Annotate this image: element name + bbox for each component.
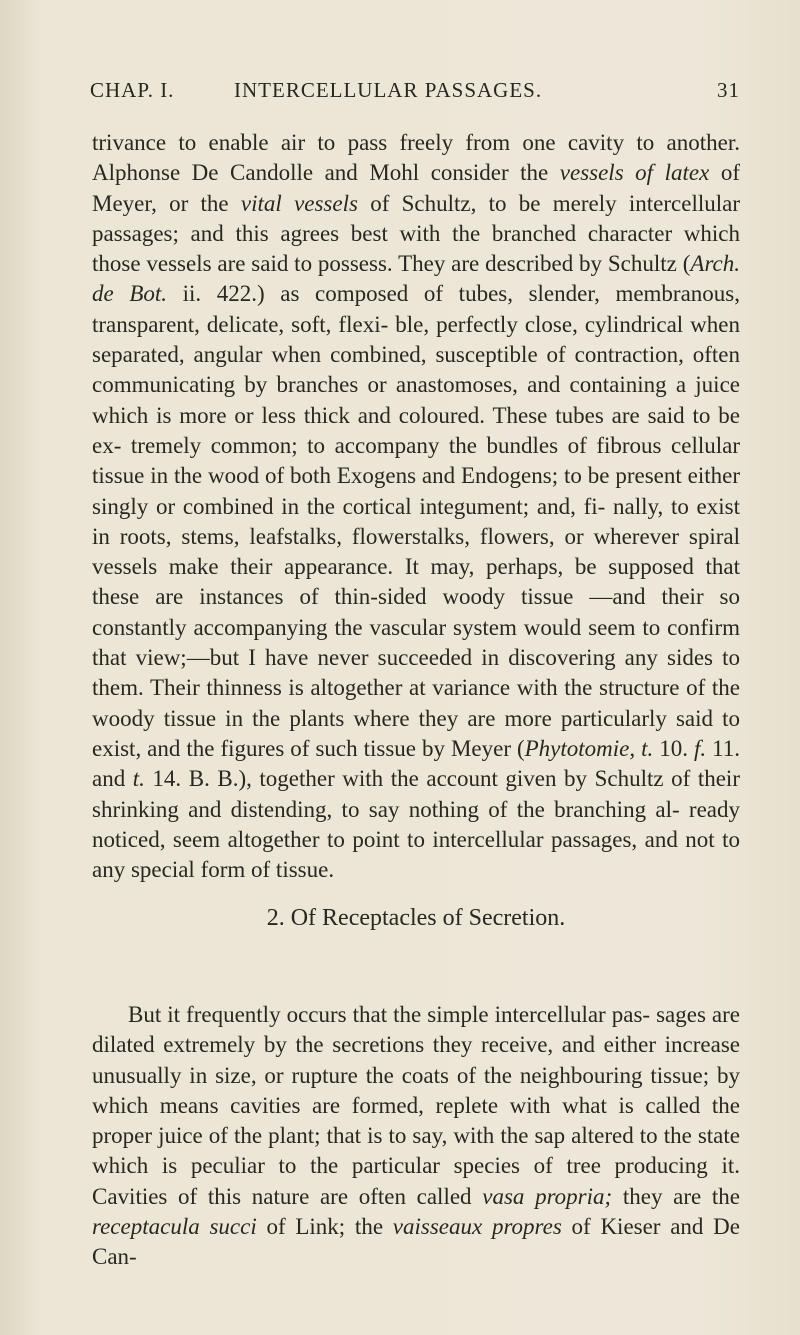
page-number: 31: [717, 78, 740, 102]
text-run: But it frequently occurs that the simple intercellular pas- sages are dilated extremely by the secretions they receive, and either increase unusually in size, or rupture the coats of the neighbouring tissue; by which means cavities are formed, replete with what is called the proper juice of the plant; that is to say, with the sap altered to the state which is peculiar to the particular species of tree producing it. Cavities of this nature are often called: [92, 1002, 740, 1209]
paragraph-receptacles: [92, 977, 740, 1296]
text-run: of Kieser and De Can-: [92, 1214, 740, 1270]
paragraph-text: [92, 1000, 740, 1273]
chapter-label: CHAP. I.: [90, 78, 175, 102]
text-run: of Schultz, to be merely intercellular passages; and this agrees best with the branched character which those vessels are said to possess. They are described by Schultz (: [92, 190, 740, 277]
italic-run: receptacula succi: [92, 1214, 257, 1240]
text-run: of Link; the: [256, 1214, 393, 1240]
italic-run: f.: [693, 735, 707, 761]
section-heading: 2. Of Receptacles of Secretion.: [266, 905, 566, 931]
text-run: of Meyer, or the: [92, 160, 740, 216]
text-run: 11. and: [92, 735, 740, 792]
text-run: they are the: [612, 1183, 740, 1209]
running-header: [90, 78, 740, 108]
text-run: ii. 422.) as composed of tubes, slender, membranous, transparent, delicate, soft, flexi- ble, perfectly close, cylindrical when separated, angular when combined, susceptible of contraction, often communicating by branches or anastomoses, and containing a juice which is more or less thick and coloured. These tubes are said to be ex- tremely common; to accompany the bundles of fibrous cellular tissue in the wood of both Exogens and Endogens; to be present either singly or combined in the cortical integument; and, fi- nally, to exist in roots, stems, leafstalks, flowerstalks, flowers, or wherever spiral vessels make their appearance. It may, perhaps, be supposed that these are instances of thin-sided woody tissue —and their so constantly accompanying the vascular system would seem to confirm that view;—but I have never succeeded in discovering any sides to them. Their thinness is altogether at variance with the structure of the woody tissue in the plants where they are more particularly said to exist, and the figures of such tissue by Meyer (: [92, 281, 740, 761]
italic-run: t.: [132, 766, 145, 792]
italic-run: vasa propria;: [482, 1183, 613, 1209]
running-title: INTERCELLULAR PASSAGES.: [234, 78, 543, 102]
italic-run: vital vessels: [240, 190, 358, 216]
italic-run: vessels of latex: [559, 160, 710, 186]
italic-run: Phytotomie, t.: [524, 735, 654, 761]
italic-run: vaisseaux propres: [392, 1214, 562, 1240]
italic-run: Arch. de Bot.: [92, 251, 740, 307]
text-run: trivance to enable air to pass freely from one cavity to another. Alphonse De Candolle and Mohl consider the: [92, 130, 740, 186]
paragraph-text: [92, 128, 740, 885]
paragraph-intercellular-passages: [92, 128, 740, 885]
text-run: 14. B. B.), together with the account given by Schultz of their shrinking and distending, to say nothing of the branching al- ready noticed, seem altogether to point to intercellular passages, and not to any special form of tissue.: [92, 766, 740, 883]
text-run: 10.: [653, 735, 694, 761]
